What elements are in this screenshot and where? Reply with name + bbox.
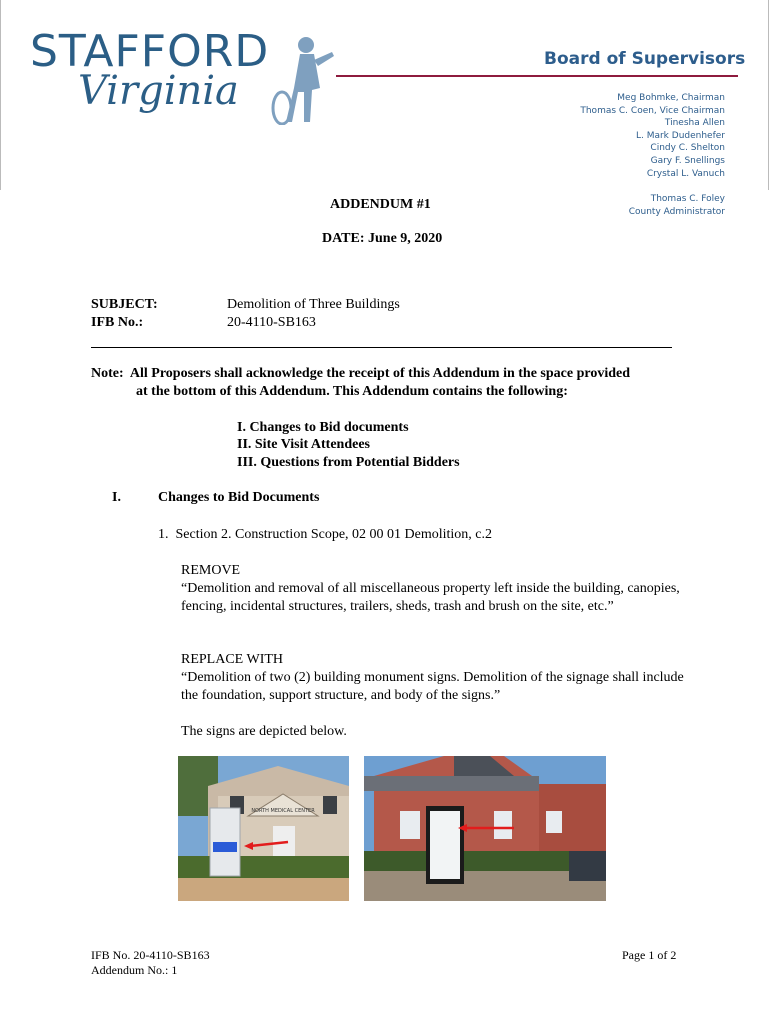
board-title: Board of Supervisors <box>544 49 746 69</box>
administrator-block <box>560 193 725 219</box>
section-number: I. <box>112 490 121 505</box>
photo-sign-lettering: NORTH MEDICAL CENTER <box>251 808 315 814</box>
colonial-figure-logo <box>270 30 340 125</box>
subject-label: SUBJECT: <box>91 297 158 312</box>
logo-virginia-text: Virginia <box>78 68 239 114</box>
note-line-2: at the bottom of this Addendum. This Addendum contains the following: <box>136 384 568 399</box>
contents-item: II. Site Visit Attendees <box>237 437 370 452</box>
contents-item: III. Questions from Potential Bidders <box>237 455 460 470</box>
remove-label: REMOVE <box>181 563 241 578</box>
sign-photo-2 <box>364 756 606 901</box>
footer-ifb: IFB No. 20-4110-SB163 <box>91 948 210 962</box>
page-number: Page 1 of 2 <box>622 948 677 962</box>
footer-ifb-block <box>91 948 210 978</box>
official-name: Thomas C. Coen, Vice Chairman <box>580 105 725 116</box>
official-name: Gary F. Snellings <box>650 155 725 166</box>
administrator-title: County Administrator <box>628 207 725 217</box>
page-edge-left <box>0 0 1 190</box>
official-name: Tinesha Allen <box>664 118 725 129</box>
note-line-1: Note: All Proposers shall acknowledge the receipt of this Addendum in the space provided <box>91 366 631 381</box>
divider <box>91 347 672 348</box>
administrator-name: Thomas C. Foley <box>650 194 725 204</box>
signs-caption: The signs are depicted below. <box>181 724 347 739</box>
replace-label: REPLACE WITH <box>181 652 284 667</box>
official-name: Cindy C. Shelton <box>650 143 725 154</box>
addendum-title: ADDENDUM #1 <box>330 197 431 212</box>
section-title: Changes to Bid Documents <box>158 490 320 505</box>
official-name: Crystal L. Vanuch <box>646 168 725 179</box>
contents-item: I. Changes to Bid documents <box>237 420 409 435</box>
subject-value: Demolition of Three Buildings <box>227 297 400 312</box>
ifb-label: IFB No.: <box>91 315 144 330</box>
replace-text: “Demolition of two (2) building monument signs. Demolition of the signage shall include the foundation, support structure, and body of the signs.” <box>181 670 684 703</box>
officials-list <box>540 92 725 180</box>
page-edge-right <box>768 0 769 190</box>
sign-photo-1 <box>178 756 349 901</box>
ifb-value: 20-4110-SB163 <box>227 315 316 330</box>
logo-stafford-text: STAFFORD <box>30 26 270 77</box>
remove-text: “Demolition and removal of all miscellaneous property left inside the building, canopies, fencing, incidental structures, trailers, sheds, trash and brush on the site, etc.” <box>181 581 680 614</box>
addendum-date: DATE: June 9, 2020 <box>322 231 443 246</box>
official-name: L. Mark Dudenhefer <box>635 130 725 141</box>
change-item-1: 1. Section 2. Construction Scope, 02 00 01 Demolition, c.2 <box>158 527 493 542</box>
header-rule <box>336 75 738 77</box>
official-name: Meg Bohmke, Chairman <box>617 93 725 103</box>
footer-addendum-no: Addendum No.: 1 <box>91 963 178 977</box>
